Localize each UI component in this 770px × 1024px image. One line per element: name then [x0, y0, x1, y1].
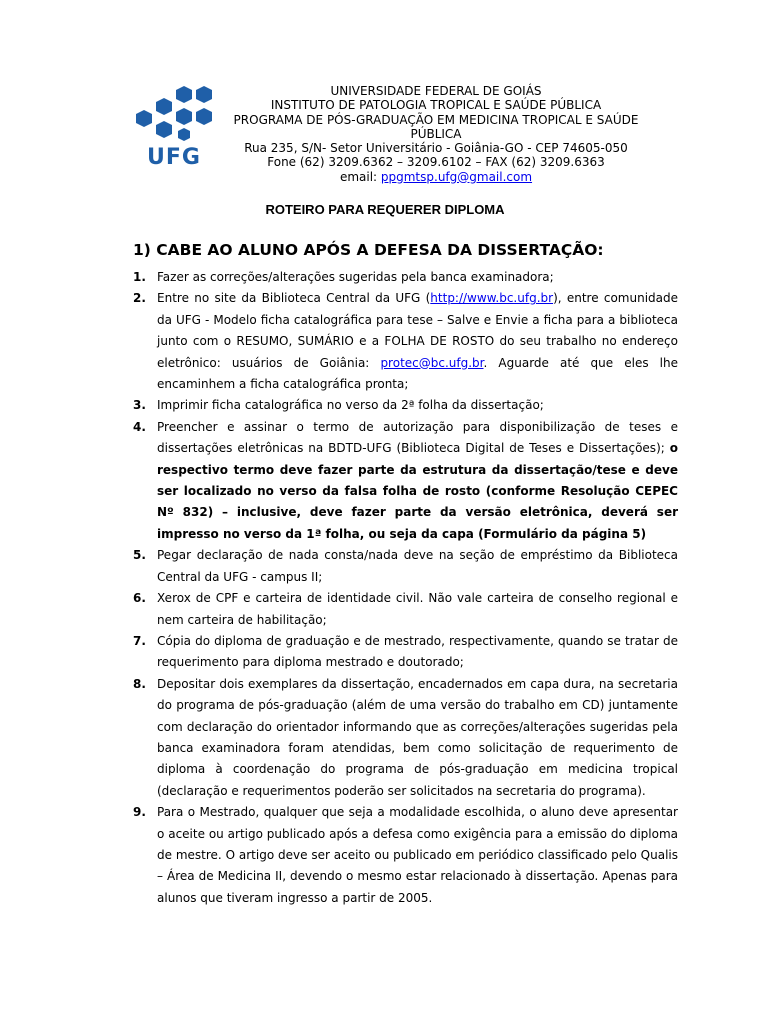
item-text: Depositar dois exemplares da dissertação, encadernados em capa dura, na secretaria do programa de pós-graduação (além de uma versão do trabalho em CD) juntamente com declaração do orientador informando que as correções/alterações sugeridas pela banca examinadora foram atendidas, bem como solicitação de requerimento de diploma à coordenação do programa de pós-graduação em medicina tropical (declaração e requerimentos poderão ser solicitados na secretaria do programa).	[157, 676, 678, 798]
item-number: 8.	[133, 676, 146, 691]
list-item	[133, 417, 678, 545]
ufg-logo	[132, 84, 216, 170]
item-number: 4.	[133, 419, 146, 434]
item-text: Fazer as correções/alterações sugeridas pela banca examinadora;	[157, 270, 554, 284]
institute-name: INSTITUTO DE PATOLOGIA TROPICAL E SAÚDE PÚBLICA	[270, 98, 602, 113]
program-name: PROGRAMA DE PÓS-GRADUAÇÃO EM MEDICINA TROPICAL E SAÚDE PÚBLICA	[233, 112, 639, 141]
item-number: 1.	[133, 270, 146, 284]
item-text: Preencher e assinar o termo de autorização para disponibilização de teses e dissertações eletrônicas na BDTD-UFG (Biblioteca Digital de Teses e Dissertações);	[157, 419, 678, 456]
logo-wordmark: UFG	[147, 145, 201, 170]
list-item	[133, 545, 678, 588]
item-number: 3.	[133, 398, 146, 413]
list-item	[133, 267, 678, 288]
letterhead	[0, 84, 770, 186]
email-line	[220, 170, 652, 184]
item-bold-text: o respectivo termo deve fazer parte da estrutura da dissertação/tese e deve ser localizado no verso da falsa folha de rosto (conforme Resolução CEPEC Nº 832) – inclusive, deve fazer parte da versão eletrônica, deverá ser impresso no verso da 1ª folha, ou seja da capa (Formulário da página 5)	[157, 441, 678, 541]
item-text: . Aguarde até que eles lhe encaminhem a ficha catalográfica pronta;	[157, 355, 678, 392]
item-number: 9.	[133, 805, 146, 820]
list-item	[133, 288, 678, 395]
item-number: 6.	[133, 591, 146, 606]
list-item	[133, 395, 678, 416]
document-title: ROTEIRO PARA REQUERER DIPLOMA	[265, 202, 505, 217]
address-line: Rua 235, S/N- Setor Universitário - Goiânia-GO - CEP 74605-050	[244, 141, 628, 156]
item-number: 7.	[133, 633, 146, 648]
list-item	[133, 631, 678, 674]
item-text: Pegar declaração de nada consta/nada deve na seção de empréstimo da Biblioteca Central da UFG - campus II;	[157, 548, 678, 584]
item-text: Imprimir ficha catalográfica no verso da 2ª folha da dissertação;	[157, 398, 544, 413]
item-text: Xerox de CPF e carteira de identidade civil. Não vale carteira de conselho regional e nem carteira de habilitação;	[157, 591, 678, 627]
list-item	[133, 802, 678, 909]
item-text: Cópia do diploma de graduação e de mestrado, respectivamente, quando se tratar de requerimento para diploma mestrado e doutorado;	[157, 633, 678, 670]
university-name: UNIVERSIDADE FEDERAL DE GOIÁS	[330, 84, 542, 98]
item-number: 5.	[133, 548, 146, 563]
item-text: Para o Mestrado, qualquer que seja a modalidade escolhida, o aluno deve apresentar o aceite ou artigo publicado após a defesa como exigência para a emissão do diploma de mestre. O artigo deve ser aceito ou publicado em periódico classificado pelo Qualis – Área de Medicina II, devendo o mesmo estar relacionado à dissertação. Apenas para alunos que tiveram ingresso a partir de 2005.	[157, 805, 678, 905]
item-link[interactable]: http://www.bc.ufg.br	[430, 291, 554, 306]
item-text: ), entre comunidade da UFG - Modelo ficha catalográfica para tese – Salve e Envie a ficha para a biblioteca junto com o RESUMO, SUMÁRIO e a FOLHA DE ROSTO do seu trabalho no endereço eletrônico: usuários de Goiânia:	[157, 291, 678, 370]
item-text: Entre no site da Biblioteca Central da UFG (	[157, 291, 431, 306]
phone-line: Fone (62) 3209.6362 – 3209.6102 – FAX (62) 3209.6363	[267, 155, 605, 170]
section-heading: 1) CABE AO ALUNO APÓS A DEFESA DA DISSERTAÇÃO:	[133, 241, 604, 259]
steps-list	[133, 267, 678, 909]
hexagon-cluster-icon	[132, 84, 216, 146]
item-number: 2.	[133, 291, 146, 306]
institution-block	[220, 84, 652, 184]
list-item	[133, 588, 678, 631]
item-link[interactable]: protec@bc.ufg.br	[380, 355, 484, 370]
email-label: email:	[339, 169, 381, 184]
email-link[interactable]: ppgmtsp.ufg@gmail.com	[380, 169, 533, 184]
list-item	[133, 674, 678, 802]
